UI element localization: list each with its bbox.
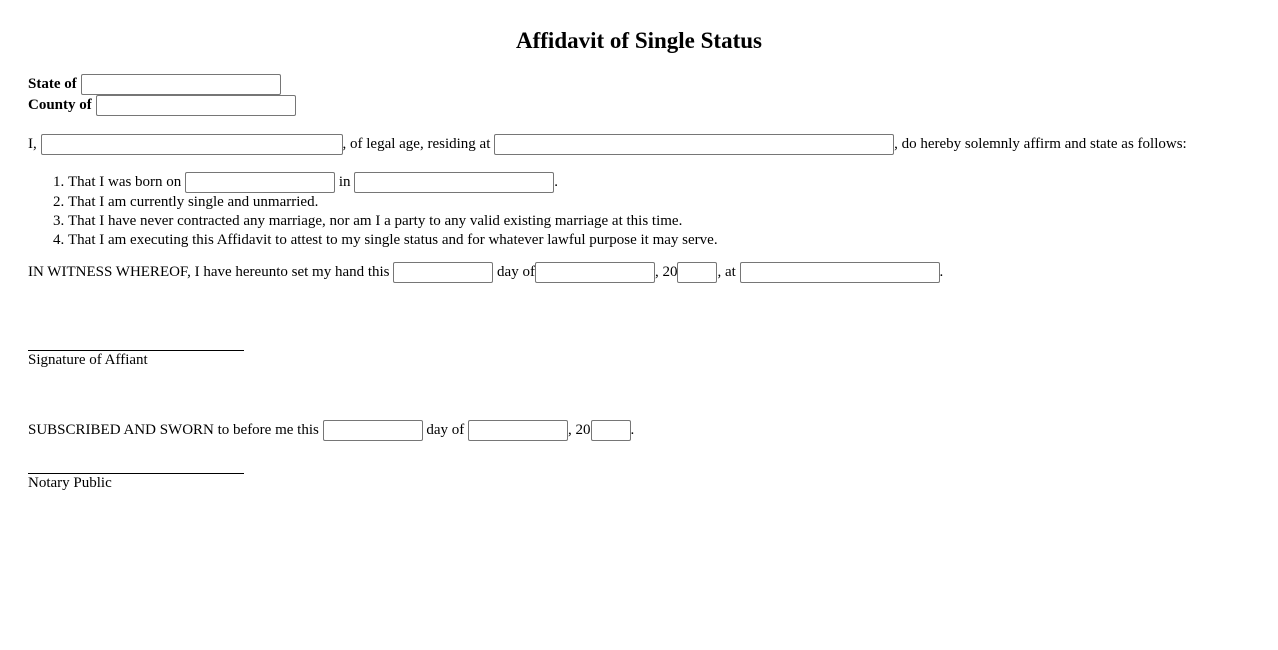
witness-at-text: , at <box>717 264 736 280</box>
list-item: 3. That I have never contracted any marriage, nor am I a party to any valid existing marriage at this time. <box>68 212 718 231</box>
affiant-signature-line <box>28 350 244 351</box>
witness-year-input[interactable] <box>677 262 717 283</box>
notary-signature-line <box>28 473 244 474</box>
witness-day-input[interactable] <box>393 262 493 283</box>
sworn-day-input[interactable] <box>323 420 423 441</box>
statement-list <box>28 172 718 250</box>
birth-place-input[interactable] <box>354 172 554 193</box>
intro-paragraph <box>28 134 1187 155</box>
intro-suffix-text: , do hereby solemnly affirm and state as follows: <box>894 136 1187 152</box>
sworn-month-input[interactable] <box>468 420 568 441</box>
witness-prefix: IN WITNESS WHEREOF, I have hereunto set my hand this <box>28 264 390 280</box>
witness-month-input[interactable] <box>535 262 655 283</box>
sworn-paragraph <box>28 420 634 441</box>
list-item: 4. That I am executing this Affidavit to attest to my single status and for whatever lawful purpose it may serve. <box>68 231 718 250</box>
witness-year-prefix: , 20 <box>654 264 678 280</box>
page-title: Affidavit of Single Status <box>516 28 762 53</box>
list-item <box>68 172 718 193</box>
county-row <box>28 95 296 116</box>
county-label: County of <box>28 97 92 113</box>
county-input[interactable] <box>96 95 296 116</box>
sworn-end: . <box>630 422 635 438</box>
witness-paragraph <box>28 262 943 283</box>
sworn-prefix: SUBSCRIBED AND SWORN to before me this <box>28 422 319 438</box>
witness-place-input[interactable] <box>740 262 940 283</box>
born-in-text: in <box>338 173 351 190</box>
sworn-year-prefix: , 20 <box>568 422 591 438</box>
affiant-signature-label: Signature of Affiant <box>28 352 148 368</box>
address-input[interactable] <box>494 134 894 155</box>
state-label: State of <box>28 76 77 92</box>
birth-date-input[interactable] <box>185 172 335 193</box>
intro-prefix: I, <box>28 136 37 152</box>
intro-residing-text: , of legal age, residing at <box>342 136 491 152</box>
state-input[interactable] <box>81 74 281 95</box>
witness-end: . <box>939 264 944 280</box>
sworn-day-of-text: day of <box>426 422 465 438</box>
name-input[interactable] <box>41 134 343 155</box>
witness-day-of-text: day of <box>497 264 535 280</box>
list-item: 2. That I am currently single and unmarried. <box>68 193 718 212</box>
notary-label: Notary Public <box>28 475 112 491</box>
sworn-year-input[interactable] <box>591 420 631 441</box>
born-text: That I was born on <box>68 173 182 190</box>
state-row <box>28 74 281 95</box>
born-end-text: . <box>554 173 558 190</box>
